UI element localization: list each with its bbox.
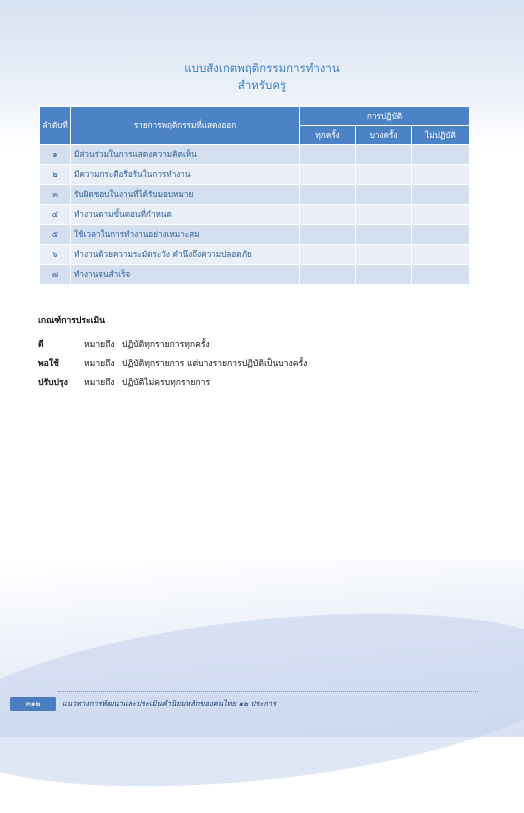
cell-sometimes [356, 165, 412, 185]
table-row [40, 145, 470, 165]
col-header-no: ลำดับที่ [40, 107, 71, 145]
row-number: ๑ [40, 145, 71, 165]
document-title: แบบสังเกตพฤติกรรมการทำงาน [184, 61, 340, 75]
criteria-level: ดี [38, 339, 44, 350]
row-number: ๕ [40, 225, 71, 245]
cell-always [300, 265, 356, 285]
behavior-text: มีความกระตือรือร้นในการทำงาน [71, 165, 300, 185]
behavior-text: มีส่วนร่วมในการแสดงความคิดเห็น [71, 145, 300, 165]
assessment-criteria [38, 313, 307, 391]
cell-always [300, 245, 356, 265]
cell-sometimes [356, 205, 412, 225]
criteria-means: หมายถึง [84, 358, 115, 369]
behavior-text: ทำงานตามขั้นตอนที่กำหนด [71, 205, 300, 225]
criteria-level: พอใช้ [38, 358, 59, 369]
cell-sometimes [356, 145, 412, 165]
cell-never [412, 185, 470, 205]
row-number: ๗ [40, 265, 71, 285]
criteria-item [38, 372, 307, 391]
table-row [40, 205, 470, 225]
cell-always [300, 145, 356, 165]
behavior-text: ใช้เวลาในการทำงานอย่างเหมาะสม [71, 225, 300, 245]
col-header-sometimes: บางครั้ง [356, 126, 412, 145]
criteria-item [38, 353, 307, 372]
behavior-text: รับผิดชอบในงานที่ได้รับมอบหมาย [71, 185, 300, 205]
criteria-description: ปฏิบัติไม่ครบทุกรายการ [122, 377, 211, 388]
table-row [40, 185, 470, 205]
cell-never [412, 225, 470, 245]
criteria-means: หมายถึง [84, 377, 115, 388]
cell-never [412, 245, 470, 265]
criteria-item [38, 334, 307, 353]
cell-sometimes [356, 265, 412, 285]
cell-always [300, 165, 356, 185]
criteria-description: ปฏิบัติทุกรายการ แต่บางรายการปฏิบัติเป็นบางครั้ง [122, 358, 308, 369]
col-header-never: ไม่ปฏิบัติ [412, 126, 470, 145]
row-number: ๒ [40, 165, 71, 185]
cell-never [412, 205, 470, 225]
observation-table [39, 106, 470, 285]
table-row [40, 265, 470, 285]
cell-never [412, 265, 470, 285]
cell-always [300, 205, 356, 225]
behavior-text: ทำงานด้วยความระมัดระวัง คำนึงถึงความปลอดภัย [71, 245, 300, 265]
document-subtitle: สำหรับครู [237, 78, 287, 92]
col-header-behavior: รายการพฤติกรรมที่แสดงออก [71, 107, 300, 145]
col-header-practice: การปฏิบัติ [300, 107, 470, 126]
cell-never [412, 165, 470, 185]
table-row [40, 245, 470, 265]
criteria-means: หมายถึง [84, 339, 115, 350]
cell-sometimes [356, 245, 412, 265]
cell-always [300, 185, 356, 205]
table-row [40, 165, 470, 185]
behavior-text: ทำงานจนสำเร็จ [71, 265, 300, 285]
row-number: ๖ [40, 245, 71, 265]
row-number: ๔ [40, 205, 71, 225]
criteria-heading: เกณฑ์การประเมิน [38, 316, 106, 326]
table-row [40, 225, 470, 245]
footer-divider [58, 691, 478, 692]
row-number: ๓ [40, 185, 71, 205]
criteria-description: ปฏิบัติทุกรายการทุกครั้ง [122, 339, 210, 350]
cell-always [300, 225, 356, 245]
cell-sometimes [356, 225, 412, 245]
cell-sometimes [356, 185, 412, 205]
criteria-level: ปรับปรุง [38, 377, 68, 388]
col-header-always: ทุกครั้ง [300, 126, 356, 145]
cell-never [412, 145, 470, 165]
page-number: ๓๑๒ [10, 697, 56, 711]
footer-book-title: แนวทางการพัฒนาและประเมินคำนิยมหลักของคนไทย ๑๒ ประการ [62, 699, 277, 708]
